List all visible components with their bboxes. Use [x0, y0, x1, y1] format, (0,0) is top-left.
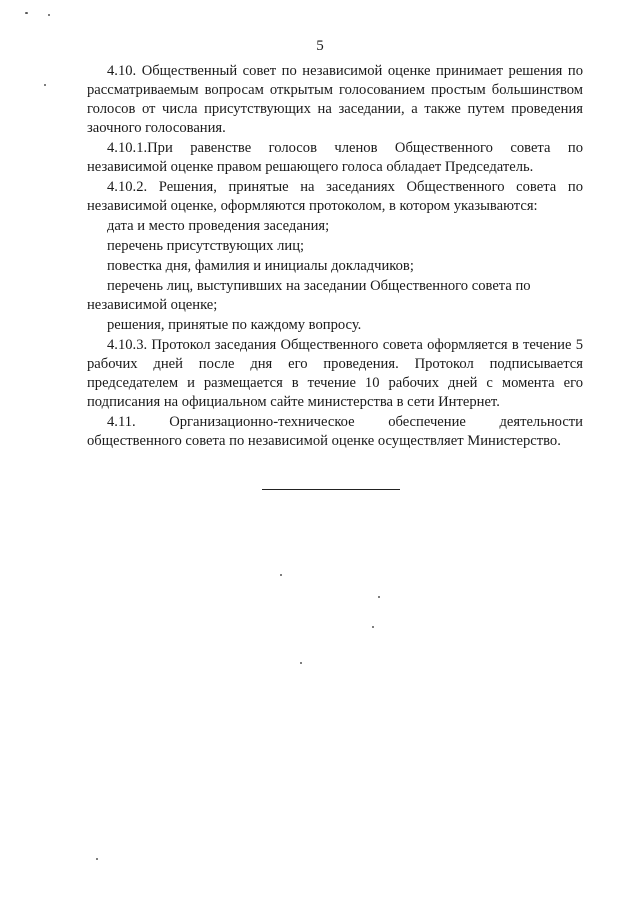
list-item: повестка дня, фамилия и инициалы докладчиков; — [107, 258, 414, 274]
scan-speck — [372, 626, 374, 628]
scan-speck — [280, 574, 282, 576]
end-divider — [262, 489, 400, 490]
paragraph-4-10-3: 4.10.3. Протокол заседания Общественного совета оформляется в течение 5 рабочих дней после дня его проведения. Протокол подписывается председателем и размещается в течение 10 рабочих дней с момента его подписания на официальном сайте министерства в сети Интернет. — [87, 337, 583, 410]
list-item: перечень присутствующих лиц; — [107, 238, 305, 254]
scan-speck — [48, 14, 50, 16]
scan-speck — [300, 662, 302, 664]
list-item: решения, принятые по каждому вопросу. — [107, 317, 362, 333]
list-item: перечень лиц, выступивших на заседании Общественного совета по независимой оценке; — [87, 278, 531, 313]
paragraph-4-10-2: 4.10.2. Решения, принятые на заседаниях Общественного совета по независимой оценке, оформляются протоколом, в котором указываются: — [87, 179, 583, 214]
paragraph-4-11: 4.11. Организационно-техническое обеспечение деятельности общественного совета по независимой оценке осуществляет Министерство. — [87, 414, 583, 449]
scan-speck — [96, 858, 98, 860]
document-body — [87, 62, 583, 452]
scan-speck — [44, 84, 46, 86]
scan-speck — [378, 596, 380, 598]
paragraph-4-10-1: 4.10.1.При равенстве голосов членов Общественного совета по независимой оценке правом решающего голоса обладает Председатель. — [87, 140, 583, 175]
list-item: дата и место проведения заседания; — [107, 218, 330, 234]
scan-speck — [25, 12, 28, 14]
page-number: 5 — [316, 38, 324, 54]
paragraph-4-10: 4.10. Общественный совет по независимой оценке принимает решения по рассматриваемым вопросам открытым голосованием простым большинством голосов от числа присутствующих на заседании, а также путем проведения заочного голосования. — [87, 63, 583, 136]
